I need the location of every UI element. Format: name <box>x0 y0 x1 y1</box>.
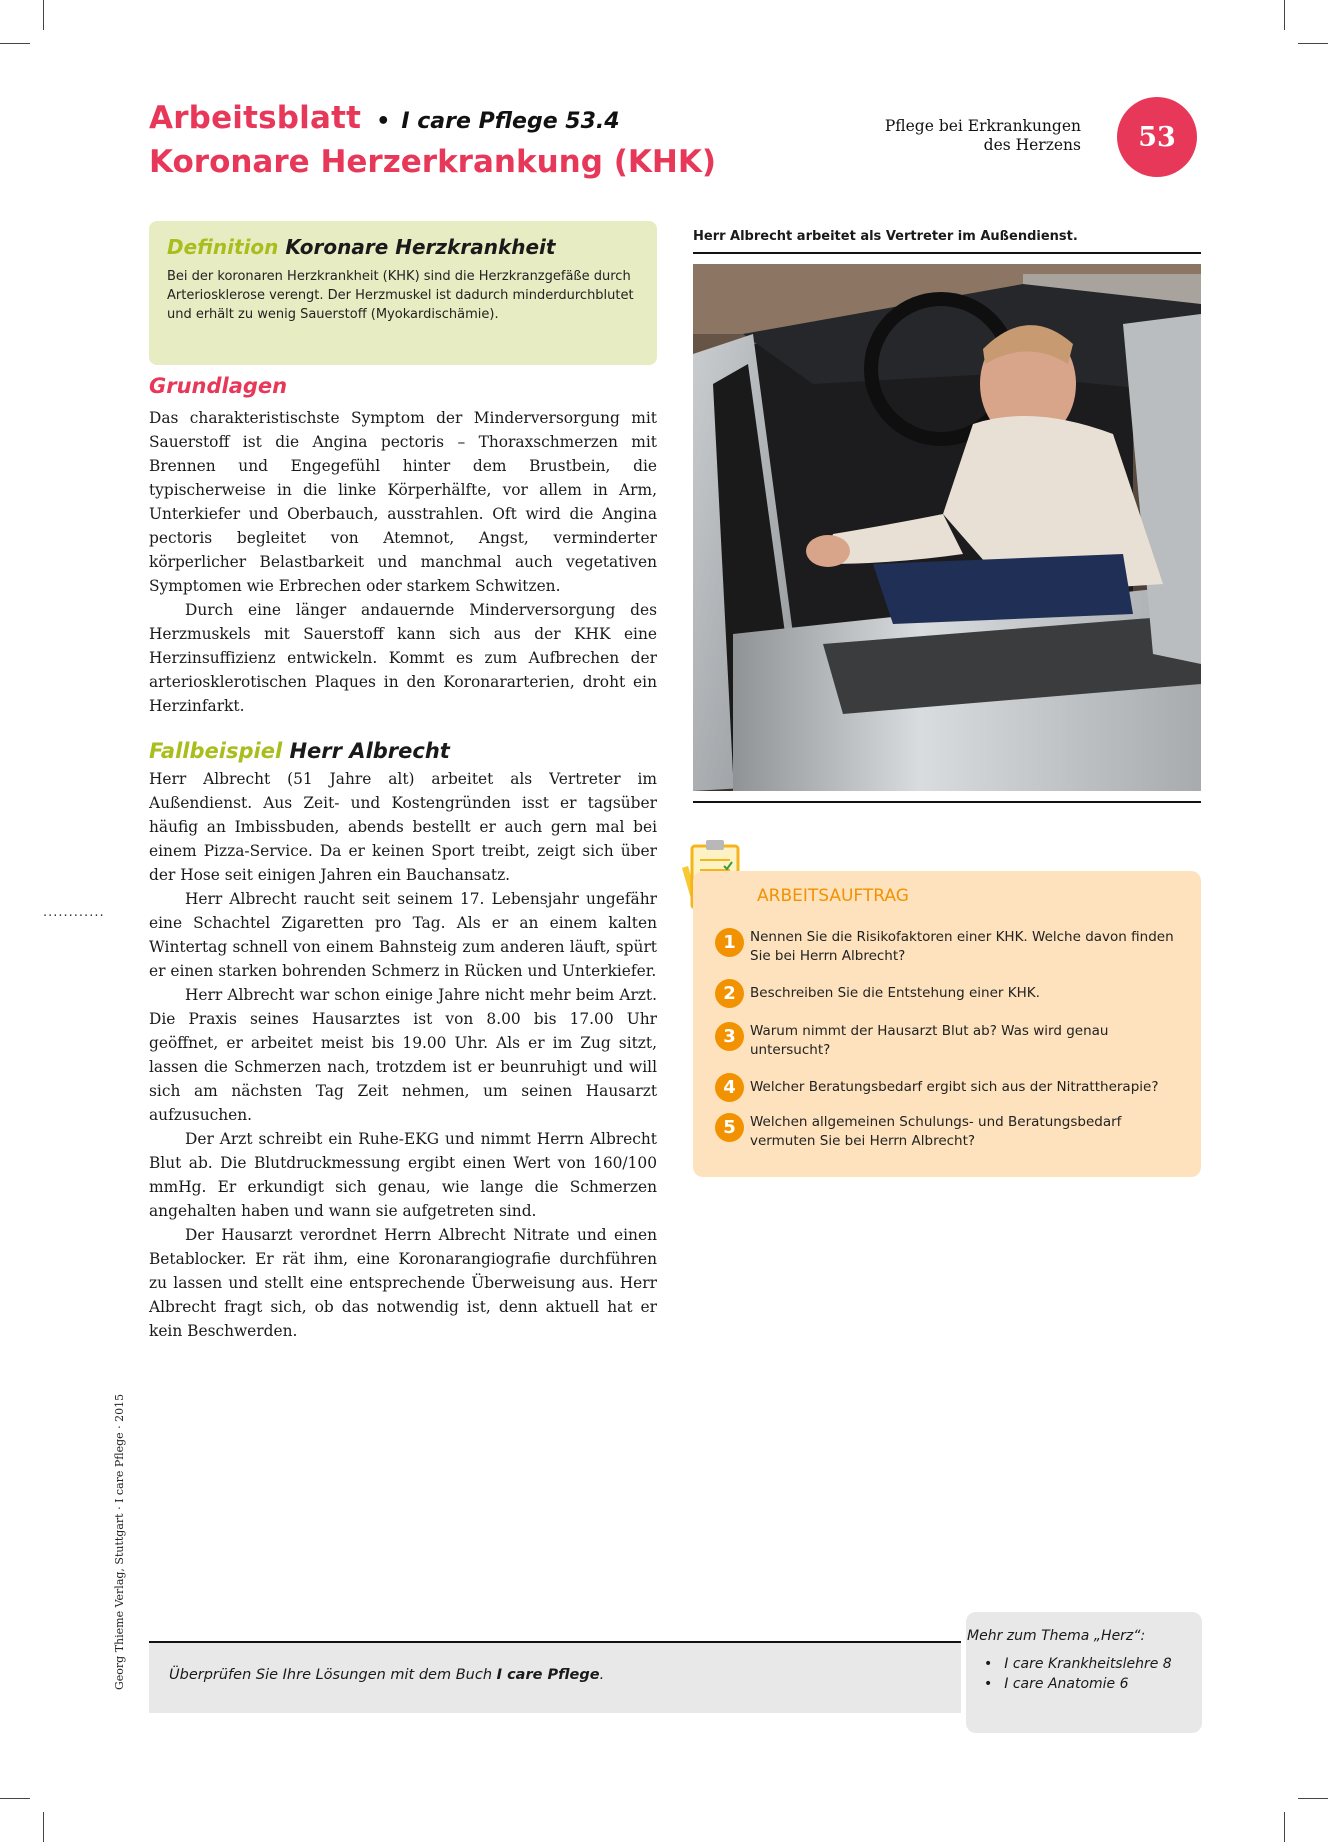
task-number-badge: 1 <box>715 928 744 957</box>
fallbeispiel-paragraph: Der Hausarzt verordnet Herrn Albrecht Nitrate und einen Betablocker. Er rät ihm, eine Koronarangiografie durchführen zu lassen und stellt eine entsprechende Überweisung aus. Herr Albrecht fragt sich, ob das notwendig ist, denn aktuell hat er kein Beschwerden. <box>149 1226 657 1340</box>
page-title <box>149 100 620 136</box>
task-number-badge: 2 <box>715 979 744 1008</box>
task-text: Nennen Sie die Risikofaktoren einer KHK. Welche davon finden Sie bei Herrn Albrecht? <box>750 929 1174 964</box>
margin-dots: ............ <box>43 905 105 920</box>
solution-hint-book: I care Pflege <box>496 1667 600 1683</box>
definition-title <box>167 235 639 259</box>
title-bullet: • <box>376 109 391 134</box>
definition-text: Bei der koronaren Herzkrankheit (KHK) sind die Herzkranzgefäße durch Arteriosklerose verengt. Der Herzmuskel ist dadurch minderdurchblutet und erhält zu wenig Sauerstoff (Myokardischämie). <box>167 269 634 322</box>
fallbeispiel-text <box>149 767 657 1343</box>
task-text: Welchen allgemeinen Schulungs- und Beratungsbedarf vermuten Sie bei Herrn Albrecht? <box>750 1114 1122 1149</box>
chapter-line-1: Pflege bei Erkrankungen <box>884 117 1081 135</box>
chapter-line-2: des Herzens <box>983 136 1081 154</box>
task-number-badge: 4 <box>715 1073 744 1102</box>
publisher-note <box>97 1393 126 1700</box>
page-number-badge: 53 <box>1117 97 1197 177</box>
title-worksheet: Arbeitsblatt <box>149 100 362 136</box>
crop-mark <box>0 43 30 44</box>
solution-hint-prefix: Überprüfen Sie Ihre Lösungen mit dem Buch <box>169 1667 497 1683</box>
grundlagen-paragraph: Durch eine länger andauernde Minderversorgung des Herzmuskels mit Sauerstoff kann sich aus der KHK eine Herzinsuffizienz entwickeln. Kommt es zum Aufbrechen der arteriosklerotischen Plaques in den Koronararterien, droht ein Herzinfarkt. <box>149 601 657 715</box>
task-text: Beschreiben Sie die Entstehung einer KHK. <box>750 985 1040 1001</box>
solution-hint <box>169 1667 604 1683</box>
crop-mark <box>1298 1798 1328 1799</box>
grundlagen-text <box>149 406 657 718</box>
caption-rule <box>693 252 1201 254</box>
more-topic-item-label: I care Krankheitslehre 8 <box>1004 1656 1172 1672</box>
crop-mark <box>43 0 44 30</box>
fallbeispiel-paragraph: Herr Albrecht (51 Jahre alt) arbeitet als Vertreter im Außendienst. Aus Zeit- und Kostengründen isst er tagsüber häufig an Imbissbuden, abends bestellt er auch gern mal bei einem Pizza-Service. Da er keinen Sport treibt, zeigt sich über der Hose seit einigen Jahren ein Bauchansatz. <box>149 770 657 884</box>
solution-hint-suffix: . <box>599 1667 605 1683</box>
fallbeispiel-label: Fallbeispiel <box>149 739 283 763</box>
more-topic-title: Mehr zum Thema „Herz“: <box>967 1628 1146 1644</box>
photo-bottom-rule <box>693 801 1201 803</box>
task-number-badge: 5 <box>715 1113 744 1142</box>
title-book-reference: I care Pflege 53.4 <box>401 109 620 134</box>
definition-term: Koronare Herzkrankheit <box>285 235 556 259</box>
task-text: Welcher Beratungsbedarf ergibt sich aus der Nitrattherapie? <box>750 1079 1159 1095</box>
fallbeispiel-paragraph: Herr Albrecht raucht seit seinem 17. Lebensjahr ungefähr eine Schachtel Zigaretten pro Tag. Als er an einem kalten Wintertag schnell von einem Bahnsteig zum anderen läuft, spürt er einen starken bohrenden Schmerz in Rücken und Unterkiefer. <box>149 890 657 980</box>
chapter-label <box>885 117 1081 155</box>
solution-hint-box <box>149 1643 961 1713</box>
fallbeispiel-heading <box>149 739 450 763</box>
arbeitsauftrag-box <box>693 871 1201 1177</box>
fallbeispiel-paragraph: Herr Albrecht war schon einige Jahre nicht mehr beim Arzt. Die Praxis seines Hausarztes ist von 8.00 bis 17.00 Uhr geöffnet, er arbeitet meist bis 19.00 Uhr. Als er im Zug sitzt, lassen die Schmerzen nach, trotzdem ist er beunruhigt und will sich am nächsten Tag Zeit nehmen, um seinen Hausarzt aufzusuchen. <box>149 986 657 1124</box>
crop-mark <box>0 1798 30 1799</box>
definition-box <box>149 221 657 365</box>
publisher-note-text: Georg Thieme Verlag, Stuttgart · I care Pflege · 2015 <box>113 1393 126 1690</box>
more-topic-list <box>984 1654 1172 1694</box>
grundlagen-paragraph: Das charakteristischste Symptom der Minderversorgung mit Sauerstoff ist die Angina pectoris – Thoraxschmerzen mit Brennen und Engegefühl hinter dem Brustbein, die typischerweise in die linke Körperhälfte, vor allem in Arm, Unterkiefer und Oberbauch, ausstrahlen. Oft wird die Angina pectoris begleitet von Atemnot, Angst, verminderter körperlicher Belastbarkeit und manchmal auch vegetativen Symptomen wie Erbrechen oder starkem Schwitzen. <box>149 409 657 595</box>
task-text: Warum nimmt der Hausarzt Blut ab? Was wird genau untersucht? <box>750 1023 1109 1058</box>
more-topic-item-label: I care Anatomie 6 <box>1004 1676 1129 1692</box>
photo-man-in-car <box>693 264 1201 791</box>
crop-mark <box>1298 43 1328 44</box>
fallbeispiel-title: Herr Albrecht <box>289 739 450 763</box>
arbeitsauftrag-title: ARBEITSAUFTRAG <box>757 886 909 906</box>
grundlagen-heading: Grundlagen <box>149 374 288 398</box>
title-topic: Koronare Herzerkrankung (KHK) <box>149 144 717 180</box>
more-topic-box <box>966 1612 1202 1733</box>
fallbeispiel-paragraph: Der Arzt schreibt ein Ruhe-EKG und nimmt Herrn Albrecht Blut ab. Die Blutdruckmessung ergibt einen Wert von 160/100 mmHg. Er erkundigt sich genau, wie lange die Schmerzen angehalten haben und wann sie aufgetreten sind. <box>149 1130 657 1220</box>
more-topic-item: • I care Anatomie 6 <box>984 1676 1129 1692</box>
definition-label: Definition <box>167 235 279 259</box>
more-topic-item: • I care Krankheitslehre 8 <box>984 1656 1172 1672</box>
photo-caption: Herr Albrecht arbeitet als Vertreter im Außendienst. <box>693 229 1078 244</box>
car-illustration <box>693 264 1201 791</box>
task-number-badge: 3 <box>715 1022 744 1051</box>
crop-mark <box>1284 0 1285 30</box>
crop-mark <box>1284 1812 1285 1842</box>
crop-mark <box>43 1812 44 1842</box>
